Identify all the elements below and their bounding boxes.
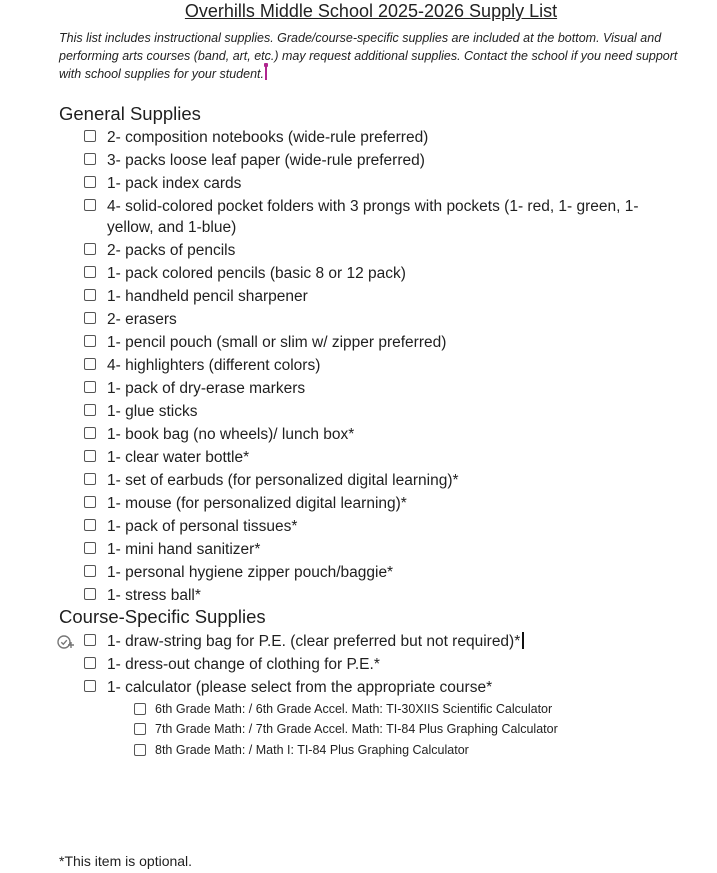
supply-item — [84, 447, 674, 468]
checkbox-icon[interactable] — [84, 519, 96, 531]
course-supply-item — [84, 654, 674, 675]
intro-text: This list includes instructional supplies. Grade/course-specific supplies are included at the bottom. Visual and performing arts courses (band, art, etc.) may request additional supplies. Contact the school if you need support with school supplies for your student. — [59, 31, 678, 81]
supply-item-text: 2- erasers — [107, 311, 177, 328]
checkbox-icon[interactable] — [84, 153, 96, 165]
optional-footnote: *This item is optional. — [59, 853, 193, 869]
supply-item-text: 1- clear water bottle* — [107, 449, 250, 466]
supply-item — [84, 240, 674, 261]
supply-item — [84, 332, 674, 353]
supply-item — [84, 263, 674, 284]
calculator-option-text: 8th Grade Math: / Math I: TI-84 Plus Graphing Calculator — [155, 742, 469, 757]
checkbox-icon[interactable] — [84, 473, 96, 485]
checkbox-icon[interactable] — [84, 335, 96, 347]
checkbox-icon[interactable] — [84, 404, 96, 416]
add-task-icon[interactable] — [57, 634, 75, 650]
calculator-options-list — [134, 701, 694, 762]
supply-item — [84, 355, 674, 376]
intro-paragraph — [59, 29, 684, 83]
supply-item-text: 1- mouse (for personalized digital learning)* — [107, 495, 407, 512]
checkbox-icon[interactable] — [134, 744, 146, 756]
checkbox-icon[interactable] — [84, 358, 96, 370]
supply-item — [84, 173, 674, 194]
supply-item — [84, 516, 674, 537]
calculator-option — [134, 721, 694, 738]
supply-item-text: 1- pack index cards — [107, 175, 242, 192]
collaborator-cursor — [265, 66, 267, 80]
supply-item-text: 1- personal hygiene zipper pouch/baggie* — [107, 564, 394, 581]
course-supply-item — [84, 677, 674, 698]
supply-item-text: 3- packs loose leaf paper (wide-rule preferred) — [107, 152, 425, 169]
calculator-option-text: 7th Grade Math: / 7th Grade Accel. Math: TI-84 Plus Graphing Calculator — [155, 722, 558, 737]
calculator-option-text: 6th Grade Math: / 6th Grade Accel. Math: TI-30XIIS Scientific Calculator — [155, 702, 553, 716]
course-supplies-list — [84, 631, 674, 700]
checkbox-icon[interactable] — [84, 427, 96, 439]
general-supplies-list — [84, 127, 674, 608]
checkbox-icon[interactable] — [84, 243, 96, 255]
supply-item — [84, 309, 674, 330]
supply-item — [84, 424, 674, 445]
supply-item — [84, 196, 674, 238]
course-supply-item-text: 1- dress-out change of clothing for P.E.* — [107, 656, 380, 673]
supply-item-text: 4- solid-colored pocket folders with 3 prongs with pockets (1- red, 1- green, 1-yellow, and 1-blue) — [107, 198, 639, 236]
checkbox-icon[interactable] — [84, 199, 96, 211]
supply-item — [84, 470, 674, 491]
supply-item — [84, 127, 674, 148]
checkbox-icon[interactable] — [134, 723, 146, 735]
checkbox-icon[interactable] — [84, 565, 96, 577]
checkbox-icon[interactable] — [84, 289, 96, 301]
supply-item-text: 4- highlighters (different colors) — [107, 357, 321, 374]
checkbox-icon[interactable] — [84, 381, 96, 393]
supply-item — [84, 539, 674, 560]
supply-item-text: 2- packs of pencils — [107, 242, 236, 259]
supply-item — [84, 401, 674, 422]
supply-item-text: 1- glue sticks — [107, 403, 198, 420]
supply-item-text: 1- pack of personal tissues* — [107, 518, 298, 535]
supply-item-text: 1- handheld pencil sharpener — [107, 288, 308, 305]
checkbox-icon[interactable] — [84, 680, 96, 692]
checkbox-icon[interactable] — [84, 542, 96, 554]
checkbox-icon[interactable] — [84, 634, 96, 646]
supply-item-text: 2- composition notebooks (wide-rule preferred) — [107, 129, 429, 146]
checkbox-icon[interactable] — [84, 176, 96, 188]
checkbox-icon[interactable] — [84, 588, 96, 600]
course-supply-item — [84, 631, 674, 652]
checkbox-icon[interactable] — [134, 703, 146, 715]
supply-item-text: 1- pack colored pencils (basic 8 or 12 pack) — [107, 265, 406, 282]
checkbox-icon[interactable] — [84, 130, 96, 142]
supply-item-text: 1- pack of dry-erase markers — [107, 380, 306, 397]
course-supplies-heading: Course-Specific Supplies — [59, 606, 266, 627]
checkbox-icon[interactable] — [84, 657, 96, 669]
checkbox-icon[interactable] — [84, 450, 96, 462]
supply-item-text: 1- set of earbuds (for personalized digital learning)* — [107, 472, 459, 489]
supply-item — [84, 562, 674, 583]
text-cursor — [522, 632, 524, 649]
calculator-option — [134, 701, 694, 718]
supply-item — [84, 150, 674, 171]
checkbox-icon[interactable] — [84, 496, 96, 508]
course-supply-item-text: 1- draw-string bag for P.E. (clear preferred but not required)* — [107, 633, 521, 650]
supply-item — [84, 286, 674, 307]
general-supplies-heading: General Supplies — [59, 103, 201, 124]
supply-item-text: 1- mini hand sanitizer* — [107, 541, 261, 558]
supply-item-text: 1- pencil pouch (small or slim w/ zipper preferred) — [107, 334, 447, 351]
document-title: Overhills Middle School 2025-2026 Supply List — [184, 1, 558, 21]
supply-item — [84, 585, 674, 606]
calculator-option — [134, 742, 694, 759]
supply-item-text: 1- stress ball* — [107, 587, 201, 604]
checkbox-icon[interactable] — [84, 266, 96, 278]
supply-item — [84, 493, 674, 514]
supply-item-text: 1- book bag (no wheels)/ lunch box* — [107, 426, 355, 443]
supply-item — [84, 378, 674, 399]
course-supply-item-text: 1- calculator (please select from the appropriate course* — [107, 679, 493, 696]
checkbox-icon[interactable] — [84, 312, 96, 324]
